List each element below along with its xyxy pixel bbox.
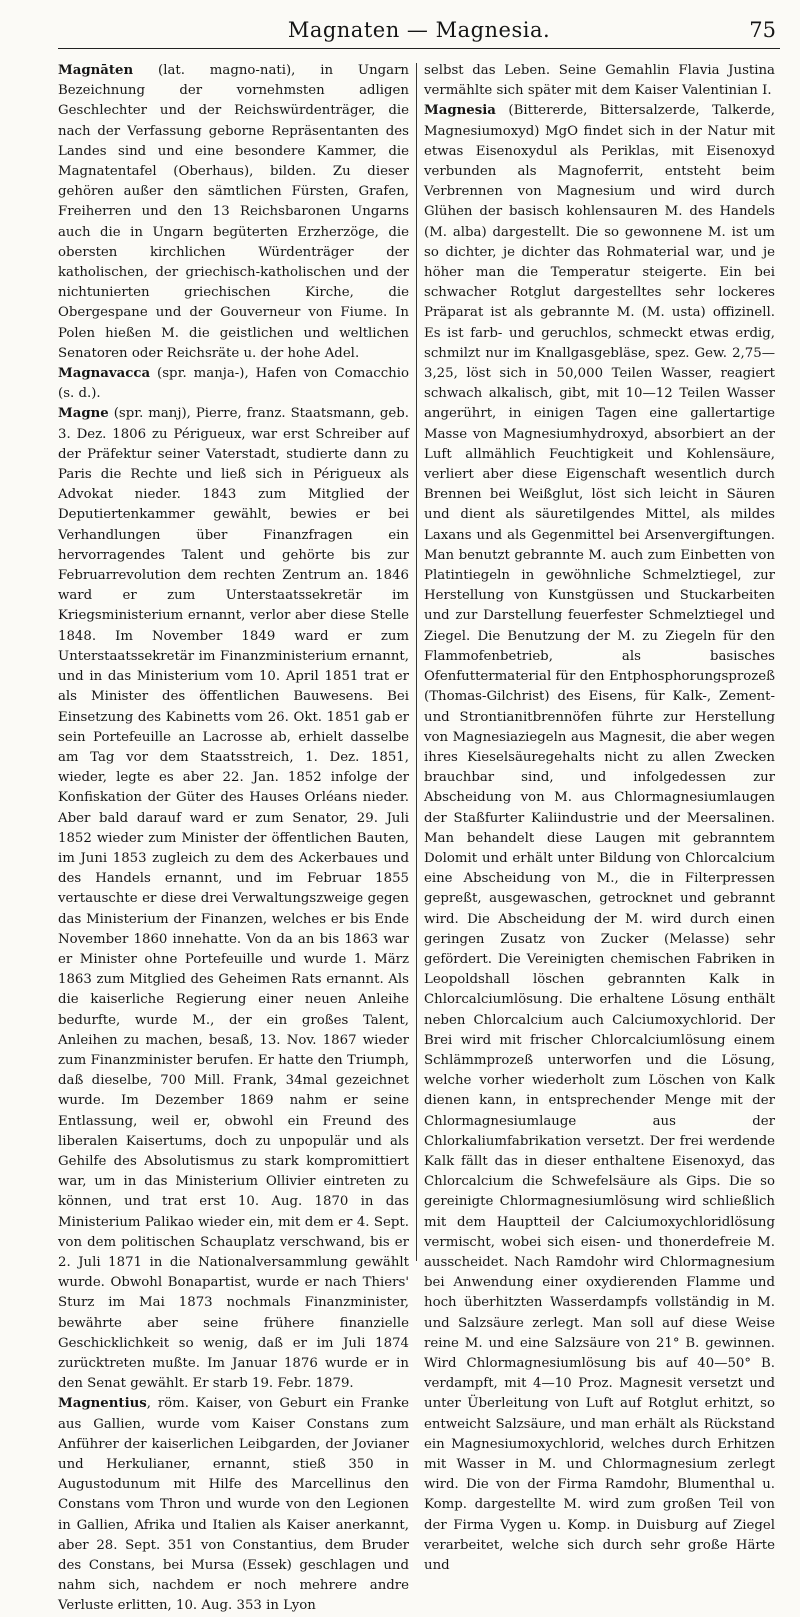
entry-text: (spr. manja-), Hafen von Comacchio (s. d.). [58,366,409,402]
entry-lemma: Magnesia [424,103,496,119]
entry-text: , röm. Kaiser, von Geburt ein Franke aus Gallien, wurde vom Kaiser Constans zum Anführer der kaiserlichen Leibgarden, der Jovianer und Herkulianer, ernannt, stieß 350 in Augustodunum mit Hilfe des Marcellinus den Constans vom Thron und wurde von den Legionen in Gallien, Afrika und Italien als Kaiser anerkannt, aber 28. Sept. 351 von Constantius, dem Bruder des Constans, bei Mursa (Essek) geschlagen und nahm sich, nachdem er noch mehrere andre Verluste erlitten, 10. Aug. 353 in Lyon [58,1396,409,1614]
entry-magne [58,404,409,1394]
running-title: Magnaten — Magnesia. [287,18,551,42]
entry-magnavacca [58,364,409,404]
page-number: 75 [749,18,776,42]
entry-lemma: Magnāten [58,63,134,78]
entry-magnentius-continued [424,61,775,101]
entry-text: (spr. manj), Pierre, franz. Staatsmann, geb. 3. Dez. 1806 zu Périgueux, war erst Schreiber auf der Präfektur seiner Vaterstadt, studierte dann zu Paris die Rechte und ließ sich in Périgueux als Advokat nieder. 1843 zum Mitglied der Deputiertenkammer gewählt, bewies er bei Verhandlungen über Finanzfragen ein hervorragendes Talent und gehörte bis zur Februarrevolution dem rechten Zentrum an. 1846 ward er zum Unterstaatssekretär im Kriegsministerium ernannt, verlor aber diese Stelle 1848. Im November 1849 ward er zum Unterstaatssekretär im Finanzministerium ernannt, und in das Ministerium vom 10. April 1851 trat er als Minister des öffentlichen Bauwesens. Bei Einsetzung des Kabinetts vom 26. Okt. 1851 gab er sein Portefeuille an Lacrosse ab, erhielt dasselbe am Tag vor dem Staatsstreich, 1. Dez. 1851, wieder, legte es aber 22. Jan. 1852 infolge der Konfiskation der Güter des Hauses Orléans nieder. Aber bald darauf ward er zum Senator, 29. Juli 1852 wieder zum Minister der öffentlichen Bauten, im Juni 1853 zugleich zu dem des Ackerbaues und des Handels ernannt, und im Februar 1855 vertauschte er diese drei Verwaltungszweige gegen das Ministerium der Finanzen, welches er bis Ende November 1860 innehatte. Von da an bis 1863 war er Minister ohne Portefeuille und wurde 1. März 1863 zum Mitglied des Geheimen Rats ernannt. Als die kaiserliche Regierung einer neuen Anleihe bedurfte, wurde M., der ein großes Talent, Anleihen zu machen, besaß, 13. Nov. 1867 wieder zum Finanzminister berufen. Er hatte den Triumph, daß dieselbe, 700 Mill. Frank, 34mal gezeichnet wurde. Im Dezember 1869 nahm er seine Entlassung, weil er, obwohl ein Freund des liberalen Kaisertums, doch zu unpopulär und als Gehilfe des Absolutismus zu stark kompromittiert war, um in das Ministerium Ollivier eintreten zu können, und trat erst 10. Aug. 1870 in das Ministerium Palikao wieder ein, mit dem er 4. Sept. von dem politischen Schauplatz verschwand, bis er 2. Juli 1871 in die Nationalversammlung gewählt wurde. Obwohl Bonapartist, wurde er nach Thiers' Sturz im Mai 1873 nochmals Finanzminister, bewährte aber seine frühere finanzielle Geschicklichkeit so wenig, daß er im Juli 1874 zurücktreten mußte. Im Januar 1876 wurde er in den Senat gewählt. Er starb 19. Febr. 1879. [58,406,409,1392]
entry-text: selbst das Leben. Seine Gemahlin Flavia Justina vermählte sich später mit dem Kaiser Valentinian I. [424,63,775,99]
entry-lemma: Magnentius [58,1396,147,1412]
left-column [58,61,416,1614]
entry-magnesia [424,101,775,1576]
entry-text: (Bittererde, Bittersalzerde, Talkerde, Magnesiumoxyd) MgO findet sich in der Natur mit etwas Eisenoxydul als Periklas, mit Eisenoxyd verbunden als Magnoferrit, entsteht beim Verbrennen von Magnesium und wird durch Glühen der basisch kohlensauren M. des Handels (M. alba) dargestellt. Die so gewonnene M. ist um so dichter, je dichter das Rohmaterial war, und je höher man die Temperatur steigerte. Ein bei schwacher Rotglut dargestelltes sehr lockeres Präparat ist als gebrannte M. (M. usta) offizinell. Es ist farb- und geruchlos, schmeckt etwas erdig, schmilzt nur im Knallgasgebläse, spez. Gew. 2,75—3,25, löst sich in 50,000 Teilen Wasser, reagiert schwach alkalisch, gibt, mit 10—12 Teilen Wasser angerührt, in einigen Tagen eine gallertartige Masse von Magnesiumhydroxyd, absorbiert an der Luft allmählich Feuchtigkeit und Kohlensäure, verliert aber diese Eigenschaft wesentlich durch Brennen bei Weißglut, löst sich leicht in Säuren und dient als säuretilgendes Mittel, als mildes Laxans und als Gegenmittel bei Arsenvergiftungen. Man benutzt gebrannte M. auch zum Einbetten von Platintiegeln in gewöhnliche Schmelztiegel, zur Herstellung von Kunstgüssen und Stuckarbeiten und zur Darstellung feuerfester Schmelztiegel und Ziegel. Die Benutzung der M. zu Ziegeln für den Flammofenbetrieb, als basisches Ofenfuttermaterial für den Entphosphorungsprozeß (Thomas-Gilchrist) des Eisens, für Kalk-, Zement- und Strontianitbrennöfen führte zur Herstellung von Magnesiaziegeln aus Magnesit, die aber wegen ihres Kieselsäuregehalts nicht zu allen Zwecken brauchbar sind, und infolgedessen zur Abscheidung von M. aus Chlormagnesiumlaugen der Staßfurter Kaliindustrie und der Meersalinen. Man behandelt diese Laugen mit gebranntem Dolomit und erhält unter Bildung von Chlorcalcium eine Abscheidung von M., die in Filterpressen gepreßt, ausgewaschen, getrocknet und gebrannt wird. Die Abscheidung der M. wird durch einen geringen Zusatz von Zucker (Melasse) sehr gefördert. Die Vereinigten chemischen Fabriken in Leopoldshall löschen gebrannten Kalk in Chlorcalciumlösung. Die erhaltene Lösung enthält neben Chlorcalcium auch Calciumoxychlorid. Der Brei wird mit frischer Chlorcalciumlösung einem Schlämmprozeß unterworfen und die Lösung, welche vorher wiederholt zum Löschen von Kalk dienen kann, in entsprechender Menge mit der Chlormagnesiumlauge aus der Chlorkaliumfabrikation versetzt. Der frei werdende Kalk fällt das in dieser enthaltene Eisenoxyd, das Chlorcalcium die Schwefelsäure als Gips. Die so gereinigte Chlormagnesiumlösung wird schließlich mit dem Hauptteil der Calciumoxychloridlösung vermischt, wobei sich eisen- und thonerdefreie M. ausscheidet. Nach Ramdohr wird Chlormagnesium bei Anwendung einer oxydierenden Flamme und hoch überhitzten Wasserdampfs vollständig in M. und Salzsäure zerlegt. Man soll auf diese Weise reine M. und eine Salzsäure von 21° B. gewinnen. Wird Chlormagnesiumlösung bis auf 40—50° B. verdampft, mit 4—10 Proz. Magnesit versetzt und unter Überleitung von Luft auf Rotglut erhitzt, so entweicht Salzsäure, und man erhält als Rückstand ein Magnesiumoxychlorid, welches durch Erhitzen mit Wasser in M. und Chlormagnesium zerlegt wird. Die von der Firma Ramdohr, Blumenthal u. Komp. dargestellte M. wird zum großen Teil von der Firma Vygen u. Komp. in Duisburg auf Ziegel verarbeitet, welche sich durch sehr große Härte und [424,103,775,1574]
page-header [58,14,780,49]
entry-lemma: Magne [58,406,109,422]
text-columns [58,61,780,1614]
right-column [417,61,775,1574]
entry-magnentius [58,1394,409,1616]
entry-magnaten [58,61,409,364]
entry-text: (lat. magno-nati), in Ungarn Bezeichnung der vornehmsten adligen Geschlechter und der Reichswürdenträger, die nach der Verfassung geborne Repräsentanten des Landes sind und eine besondere Kammer, die Magnatentafel (Oberhaus), bilden. Zu dieser gehören außer den sämtlichen Fürsten, Grafen, Freiherren und den 13 Reichsbaronen Ungarns auch die in Ungarn begüterten Erzherzöge, die obersten kirchlichen Würdenträger der katholischen, der griechisch-katholischen und der nichtunierten griechischen Kirche, die Obergespane und der Gouverneur von Fiume. In Polen hießen M. die geistlichen und weltlichen Senatoren oder Reichsräte u. der hohe Adel. [58,63,409,361]
entry-lemma: Magnavacca [58,366,151,382]
